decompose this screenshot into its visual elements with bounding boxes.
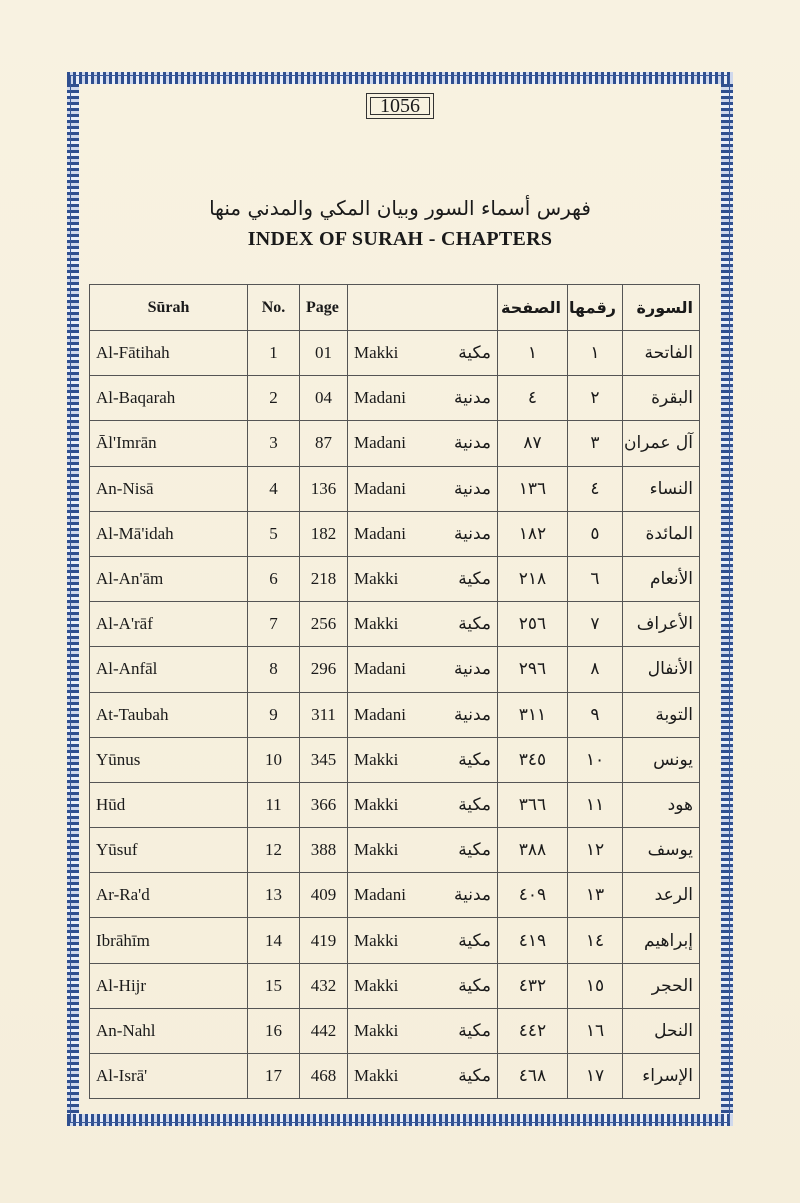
cell-revelation-type-arabic: مكية [448,1054,498,1099]
cell-surah-name-arabic: النحل [623,1008,700,1053]
cell-surah-number: 15 [248,963,300,1008]
cell-page: 256 [300,602,348,647]
table-row [90,963,700,1008]
header-no-arabic: رقمها [568,285,623,331]
cell-revelation-type-arabic: مكية [448,1008,498,1053]
cell-surah-number: 13 [248,873,300,918]
cell-surah-name: Al-Isrā' [90,1054,248,1099]
table-row [90,647,700,692]
cell-revelation-type: Makki [348,828,448,873]
cell-revelation-type-arabic: مكية [448,602,498,647]
cell-surah-number: 11 [248,782,300,827]
cell-surah-number-arabic: ٧ [568,602,623,647]
cell-surah-name: Al-A'rāf [90,602,248,647]
cell-surah-number-arabic: ١ [568,331,623,376]
cell-page: 311 [300,692,348,737]
cell-page: 182 [300,511,348,556]
cell-page-arabic: ٤٠٩ [498,873,568,918]
page-number: 1056 [366,93,434,119]
cell-surah-name-arabic: النساء [623,466,700,511]
table-row [90,466,700,511]
cell-page-arabic: ١٣٦ [498,466,568,511]
cell-revelation-type-arabic: مدنية [448,873,498,918]
cell-revelation-type: Madani [348,376,448,421]
cell-page: 218 [300,556,348,601]
cell-surah-name: Al-Fātihah [90,331,248,376]
cell-surah-name: Yūnus [90,737,248,782]
cell-surah-number-arabic: ١٥ [568,963,623,1008]
cell-surah-number: 7 [248,602,300,647]
cell-surah-number-arabic: ٦ [568,556,623,601]
cell-surah-name-arabic: المائدة [623,511,700,556]
cell-revelation-type-arabic: مكية [448,782,498,827]
cell-surah-name-arabic: يونس [623,737,700,782]
cell-page-arabic: ٣١١ [498,692,568,737]
cell-page-arabic: ٨٧ [498,421,568,466]
cell-revelation-type: Makki [348,963,448,1008]
cell-revelation-type-arabic: مدنية [448,421,498,466]
table-row [90,376,700,421]
cell-page: 468 [300,1054,348,1099]
cell-page-arabic: ٣٨٨ [498,828,568,873]
cell-revelation-type: Madani [348,873,448,918]
table-row [90,511,700,556]
cell-surah-name-arabic: هود [623,782,700,827]
cell-surah-number-arabic: ٤ [568,466,623,511]
table-header-row [90,285,700,331]
cell-surah-name: Al-Anfāl [90,647,248,692]
cell-surah-name: Al-An'ām [90,556,248,601]
cell-surah-name-arabic: آل عمران [623,421,700,466]
cell-page: 442 [300,1008,348,1053]
surah-index-table [89,284,700,1099]
cell-revelation-type: Madani [348,421,448,466]
cell-page-arabic: ٤ [498,376,568,421]
cell-surah-number: 5 [248,511,300,556]
index-title-arabic: فهرس أسماء السور وبيان المكي والمدني منها [209,196,591,220]
cell-surah-number-arabic: ١٤ [568,918,623,963]
cell-revelation-type-arabic: مكية [448,737,498,782]
cell-surah-number: 4 [248,466,300,511]
cell-surah-number-arabic: ٣ [568,421,623,466]
cell-revelation-type: Makki [348,737,448,782]
table-row [90,556,700,601]
cell-surah-number: 6 [248,556,300,601]
cell-revelation-type-arabic: مدنية [448,647,498,692]
cell-surah-name-arabic: البقرة [623,376,700,421]
header-surah-arabic: السورة [623,285,700,331]
cell-surah-number: 3 [248,421,300,466]
cell-surah-name: Ibrāhīm [90,918,248,963]
cell-revelation-type-arabic: مكية [448,918,498,963]
cell-revelation-type: Makki [348,1008,448,1053]
cell-surah-number-arabic: ١٣ [568,873,623,918]
cell-surah-name-arabic: الأنعام [623,556,700,601]
table-row [90,692,700,737]
cell-surah-number: 12 [248,828,300,873]
cell-page: 366 [300,782,348,827]
header-page-arabic: الصفحة [498,285,568,331]
table-row [90,737,700,782]
cell-surah-number: 10 [248,737,300,782]
cell-revelation-type: Madani [348,511,448,556]
cell-page-arabic: ١٨٢ [498,511,568,556]
cell-page-arabic: ٣٦٦ [498,782,568,827]
cell-page: 136 [300,466,348,511]
cell-page: 87 [300,421,348,466]
cell-page-arabic: ١ [498,331,568,376]
cell-revelation-type: Makki [348,918,448,963]
cell-surah-name: Ar-Ra'd [90,873,248,918]
cell-page: 409 [300,873,348,918]
cell-surah-number: 2 [248,376,300,421]
cell-revelation-type-arabic: مدنية [448,511,498,556]
cell-surah-number: 16 [248,1008,300,1053]
cell-surah-name: An-Nisā [90,466,248,511]
cell-revelation-type-arabic: مكية [448,828,498,873]
table-row [90,421,700,466]
cell-page-arabic: ٣٤٥ [498,737,568,782]
cell-revelation-type: Makki [348,331,448,376]
cell-revelation-type-arabic: مكية [448,556,498,601]
cell-surah-name-arabic: الرعد [623,873,700,918]
cell-page: 345 [300,737,348,782]
cell-surah-number-arabic: ١٧ [568,1054,623,1099]
cell-surah-name: An-Nahl [90,1008,248,1053]
cell-page: 388 [300,828,348,873]
cell-surah-number-arabic: ٥ [568,511,623,556]
header-page: Page [300,285,348,331]
cell-surah-name: At-Taubah [90,692,248,737]
cell-surah-number: 9 [248,692,300,737]
cell-surah-name-arabic: الأنفال [623,647,700,692]
table-row [90,1054,700,1099]
cell-page-arabic: ٤٣٢ [498,963,568,1008]
cell-page: 296 [300,647,348,692]
cell-surah-name-arabic: الإسراء [623,1054,700,1099]
cell-surah-name-arabic: التوبة [623,692,700,737]
header-type-ar-empty [448,285,498,331]
cell-revelation-type: Madani [348,692,448,737]
cell-revelation-type: Madani [348,647,448,692]
cell-surah-name: Al-Baqarah [90,376,248,421]
cell-page: 01 [300,331,348,376]
cell-page: 419 [300,918,348,963]
cell-surah-name: Hūd [90,782,248,827]
cell-page-arabic: ٢١٨ [498,556,568,601]
table-row [90,782,700,827]
table-row [90,331,700,376]
cell-surah-number: 17 [248,1054,300,1099]
cell-revelation-type-arabic: مدنية [448,466,498,511]
cell-page-arabic: ٢٩٦ [498,647,568,692]
cell-surah-name-arabic: إبراهيم [623,918,700,963]
cell-surah-number-arabic: ٢ [568,376,623,421]
cell-surah-name: Al-Mā'idah [90,511,248,556]
cell-surah-name: Al-Hijr [90,963,248,1008]
table-row [90,873,700,918]
cell-surah-number: 1 [248,331,300,376]
cell-revelation-type-arabic: مكية [448,331,498,376]
header-surah: Sūrah [90,285,248,331]
cell-revelation-type-arabic: مكية [448,963,498,1008]
cell-surah-name: Āl'Imrān [90,421,248,466]
cell-revelation-type: Makki [348,556,448,601]
cell-surah-number: 14 [248,918,300,963]
cell-revelation-type: Madani [348,466,448,511]
cell-surah-number-arabic: ١١ [568,782,623,827]
cell-surah-number: 8 [248,647,300,692]
cell-surah-number-arabic: ١٠ [568,737,623,782]
cell-page-arabic: ٤٤٢ [498,1008,568,1053]
cell-surah-name-arabic: يوسف [623,828,700,873]
cell-revelation-type: Makki [348,602,448,647]
cell-surah-number-arabic: ٩ [568,692,623,737]
cell-page-arabic: ٢٥٦ [498,602,568,647]
cell-page-arabic: ٤٦٨ [498,1054,568,1099]
cell-surah-number-arabic: ١٦ [568,1008,623,1053]
cell-page: 04 [300,376,348,421]
cell-surah-name-arabic: الفاتحة [623,331,700,376]
table-row [90,918,700,963]
cell-surah-name: Yūsuf [90,828,248,873]
header-type-empty [348,285,448,331]
table-row [90,828,700,873]
cell-revelation-type: Makki [348,782,448,827]
index-title-english: INDEX OF SURAH - CHAPTERS [247,228,553,250]
cell-page-arabic: ٤١٩ [498,918,568,963]
cell-revelation-type: Makki [348,1054,448,1099]
table-row [90,1008,700,1053]
table-row [90,602,700,647]
cell-surah-number-arabic: ١٢ [568,828,623,873]
header-no: No. [248,285,300,331]
cell-revelation-type-arabic: مدنية [448,692,498,737]
cell-surah-number-arabic: ٨ [568,647,623,692]
cell-surah-name-arabic: الأعراف [623,602,700,647]
cell-page: 432 [300,963,348,1008]
cell-surah-name-arabic: الحجر [623,963,700,1008]
cell-revelation-type-arabic: مدنية [448,376,498,421]
